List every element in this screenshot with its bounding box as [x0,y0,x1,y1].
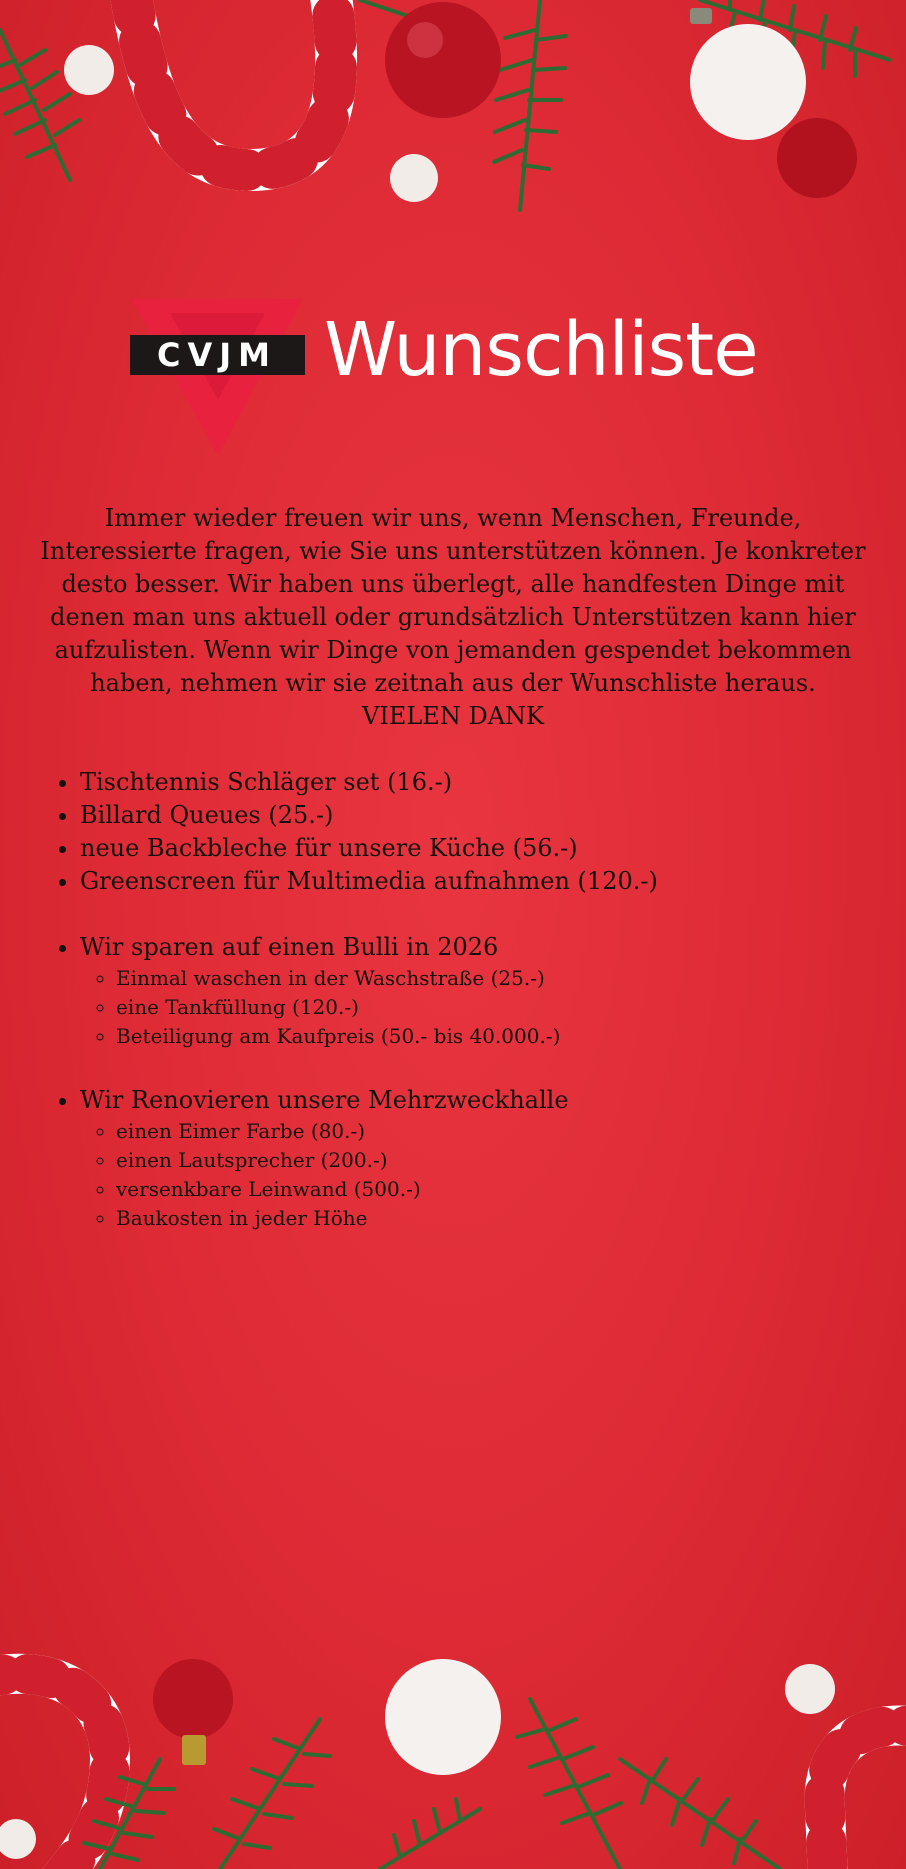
list-item: ◦ Beteiligung am Kaufpreis (50.- bis 40.000.-) [116,1022,906,1051]
bulli-label: Wir sparen auf einen Bulli in 2026 [80,933,499,961]
red-ornament-icon [777,118,857,198]
list-item: ◦ eine Tankfüllung (120.-) [116,993,906,1022]
hall-item [80,1084,906,1233]
christmas-decoration-top [0,0,906,230]
bulli-section [0,931,906,1051]
logo-text: CVJM [157,336,277,374]
list-item: ◦ Baukosten in jeder Höhe [116,1204,906,1233]
bulli-item [80,931,906,1051]
hall-section [0,1084,906,1233]
fir-branch-icon [0,0,890,210]
white-ornament-icon [385,1659,501,1775]
wishlist [0,766,906,1233]
bulli-subitems [80,964,906,1051]
list-item: ◦ einen Lautsprecher (200.-) [116,1146,906,1175]
fir-branch-icon [84,1699,780,1869]
hall-label: Wir Renovieren unsere Mehrzweckhalle [80,1086,569,1114]
red-ornament-icon [153,1659,233,1739]
intro-text: Immer wieder freuen wir uns, wenn Menschen, Freunde, Interessierte fragen, wie Sie uns unterstützen können. Je konkreter desto besser. Wir haben uns überlegt, alle handfesten Dinge mit denen man uns aktuell oder grundsätzlich Unterstützen kann hier aufzulisten. Wenn wir Dinge von jemanden gespendet bekommen haben, nehmen wir sie zeitnah aus der Wunschliste heraus. [40,504,866,697]
hall-subitems [80,1117,906,1233]
header [0,295,906,465]
candy-cane-icon [0,1674,906,1869]
intro-paragraph [36,502,870,733]
christmas-decoration-bottom [0,1639,906,1869]
list-item: ◦ Einmal waschen in der Waschstraße (25.-) [116,964,906,993]
white-ornament-icon [690,24,806,140]
list-item: ◦ versenkbare Leinwand (500.-) [116,1175,906,1204]
page-title: Wunschliste [324,307,758,393]
red-ornament-icon [385,2,501,118]
cvjm-logo [130,295,305,460]
list-item: • Billard Queues (25.-) [80,799,906,832]
list-item: • Greenscreen für Multimedia aufnahmen (120.-) [80,865,906,898]
wishlist-items [0,766,906,898]
list-item: • Tischtennis Schläger set (16.-) [80,766,906,799]
candy-cane-icon [130,0,336,170]
list-item: • neue Backbleche für unsere Küche (56.-) [80,832,906,865]
thanks-text: VIELEN DANK [362,702,544,730]
list-item: ◦ einen Eimer Farbe (80.-) [116,1117,906,1146]
